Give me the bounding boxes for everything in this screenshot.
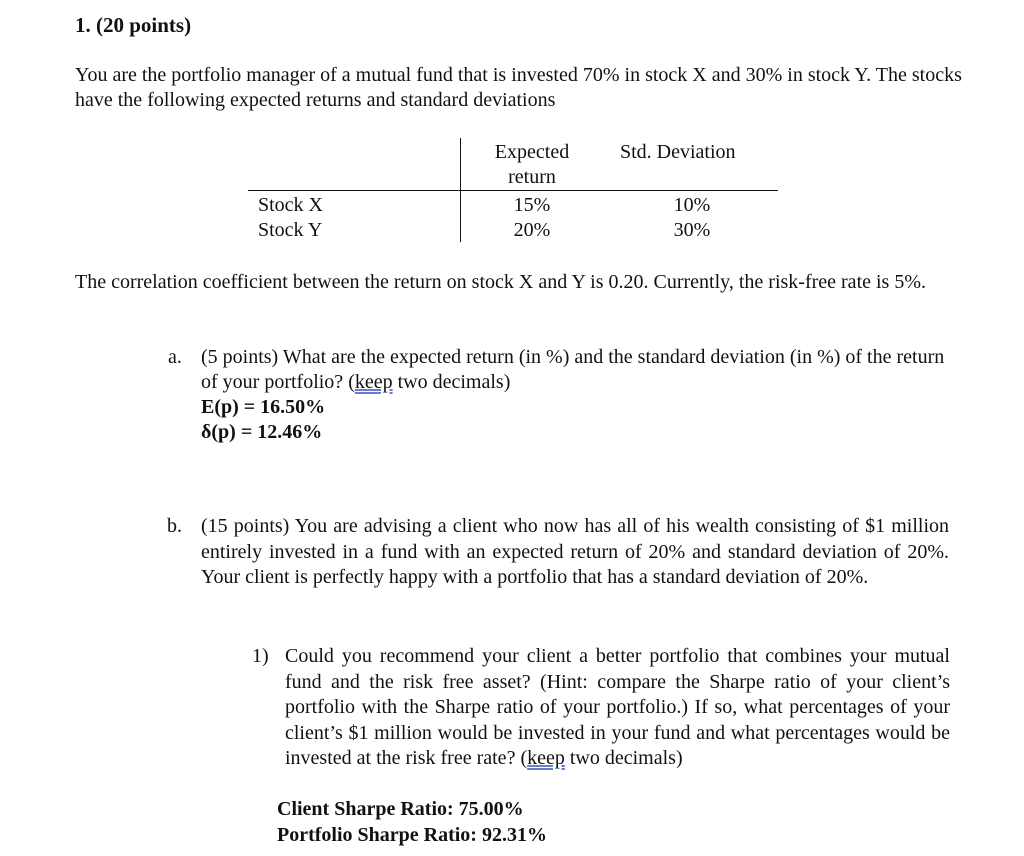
sub-question-1-marker: 1)	[252, 645, 269, 667]
part-a-body	[201, 345, 951, 445]
std-stock-y: 30%	[673, 219, 711, 241]
table-horizontal-rule	[248, 190, 778, 191]
part-a-text-end: two decimals)	[392, 371, 511, 393]
sub-question-1-text-end: two decimals)	[564, 747, 683, 769]
expected-stock-y: 20%	[513, 219, 551, 241]
correlation-paragraph: The correlation coefficient between the return on stock X and Y is 0.20. Currently, the risk-free rate is 5%.	[75, 271, 926, 293]
part-a-marker: a.	[168, 346, 182, 368]
sub-question-1-body	[285, 644, 950, 772]
part-a-text: (5 points) What are the expected return (in %) and the standard deviation (in %) of the return of your portfolio? (	[201, 346, 945, 393]
row-label-stock-x: Stock X	[258, 194, 323, 216]
returns-table	[248, 138, 778, 242]
part-a-keep: keep	[354, 371, 393, 393]
answer-portfolio-sharpe: Portfolio Sharpe Ratio: 92.31%	[277, 824, 547, 846]
header-expected-line1: Expected	[494, 141, 570, 163]
part-b-text: (15 points) You are advising a client who now has all of his wealth consisting of $1 million entirely invested in a fund with an expected return of 20% and standard deviation of 20%. Your client is perfectly happy with a portfolio that has a standard deviation of 20%.	[201, 515, 949, 588]
header-expected-return	[488, 140, 576, 190]
expected-stock-x: 15%	[513, 194, 551, 216]
answer-expected-return: E(p) = 16.50%	[201, 396, 326, 418]
answer-client-sharpe: Client Sharpe Ratio: 75.00%	[277, 798, 524, 820]
sub-question-1-keep: keep	[527, 747, 565, 769]
row-label-stock-y: Stock Y	[258, 219, 323, 241]
std-stock-x: 10%	[673, 194, 711, 216]
answer-std-deviation: δ(p) = 12.46%	[201, 421, 323, 443]
question-heading: 1. (20 points)	[75, 13, 192, 37]
part-b-marker: b.	[167, 515, 182, 537]
header-expected-line2: return	[508, 166, 556, 188]
sub-question-1-text: Could you recommend your client a better portfolio that combines your mutual fund and the risk free asset? (Hint: compare the Sharpe ratio of your client’s portfolio with the Sharpe ratio of your portfolio.) If so, what percentages of your client’s $1 million would be invested in your fund and what percentages would be invested at the risk free rate? (	[285, 645, 950, 769]
intro-paragraph: You are the portfolio manager of a mutual fund that is invested 70% in stock X and 30% in stock Y. The stocks have the following expected returns and standard deviations	[75, 64, 962, 111]
sub-question-1-answers	[277, 796, 877, 848]
header-std-deviation: Std. Deviation	[620, 141, 736, 163]
